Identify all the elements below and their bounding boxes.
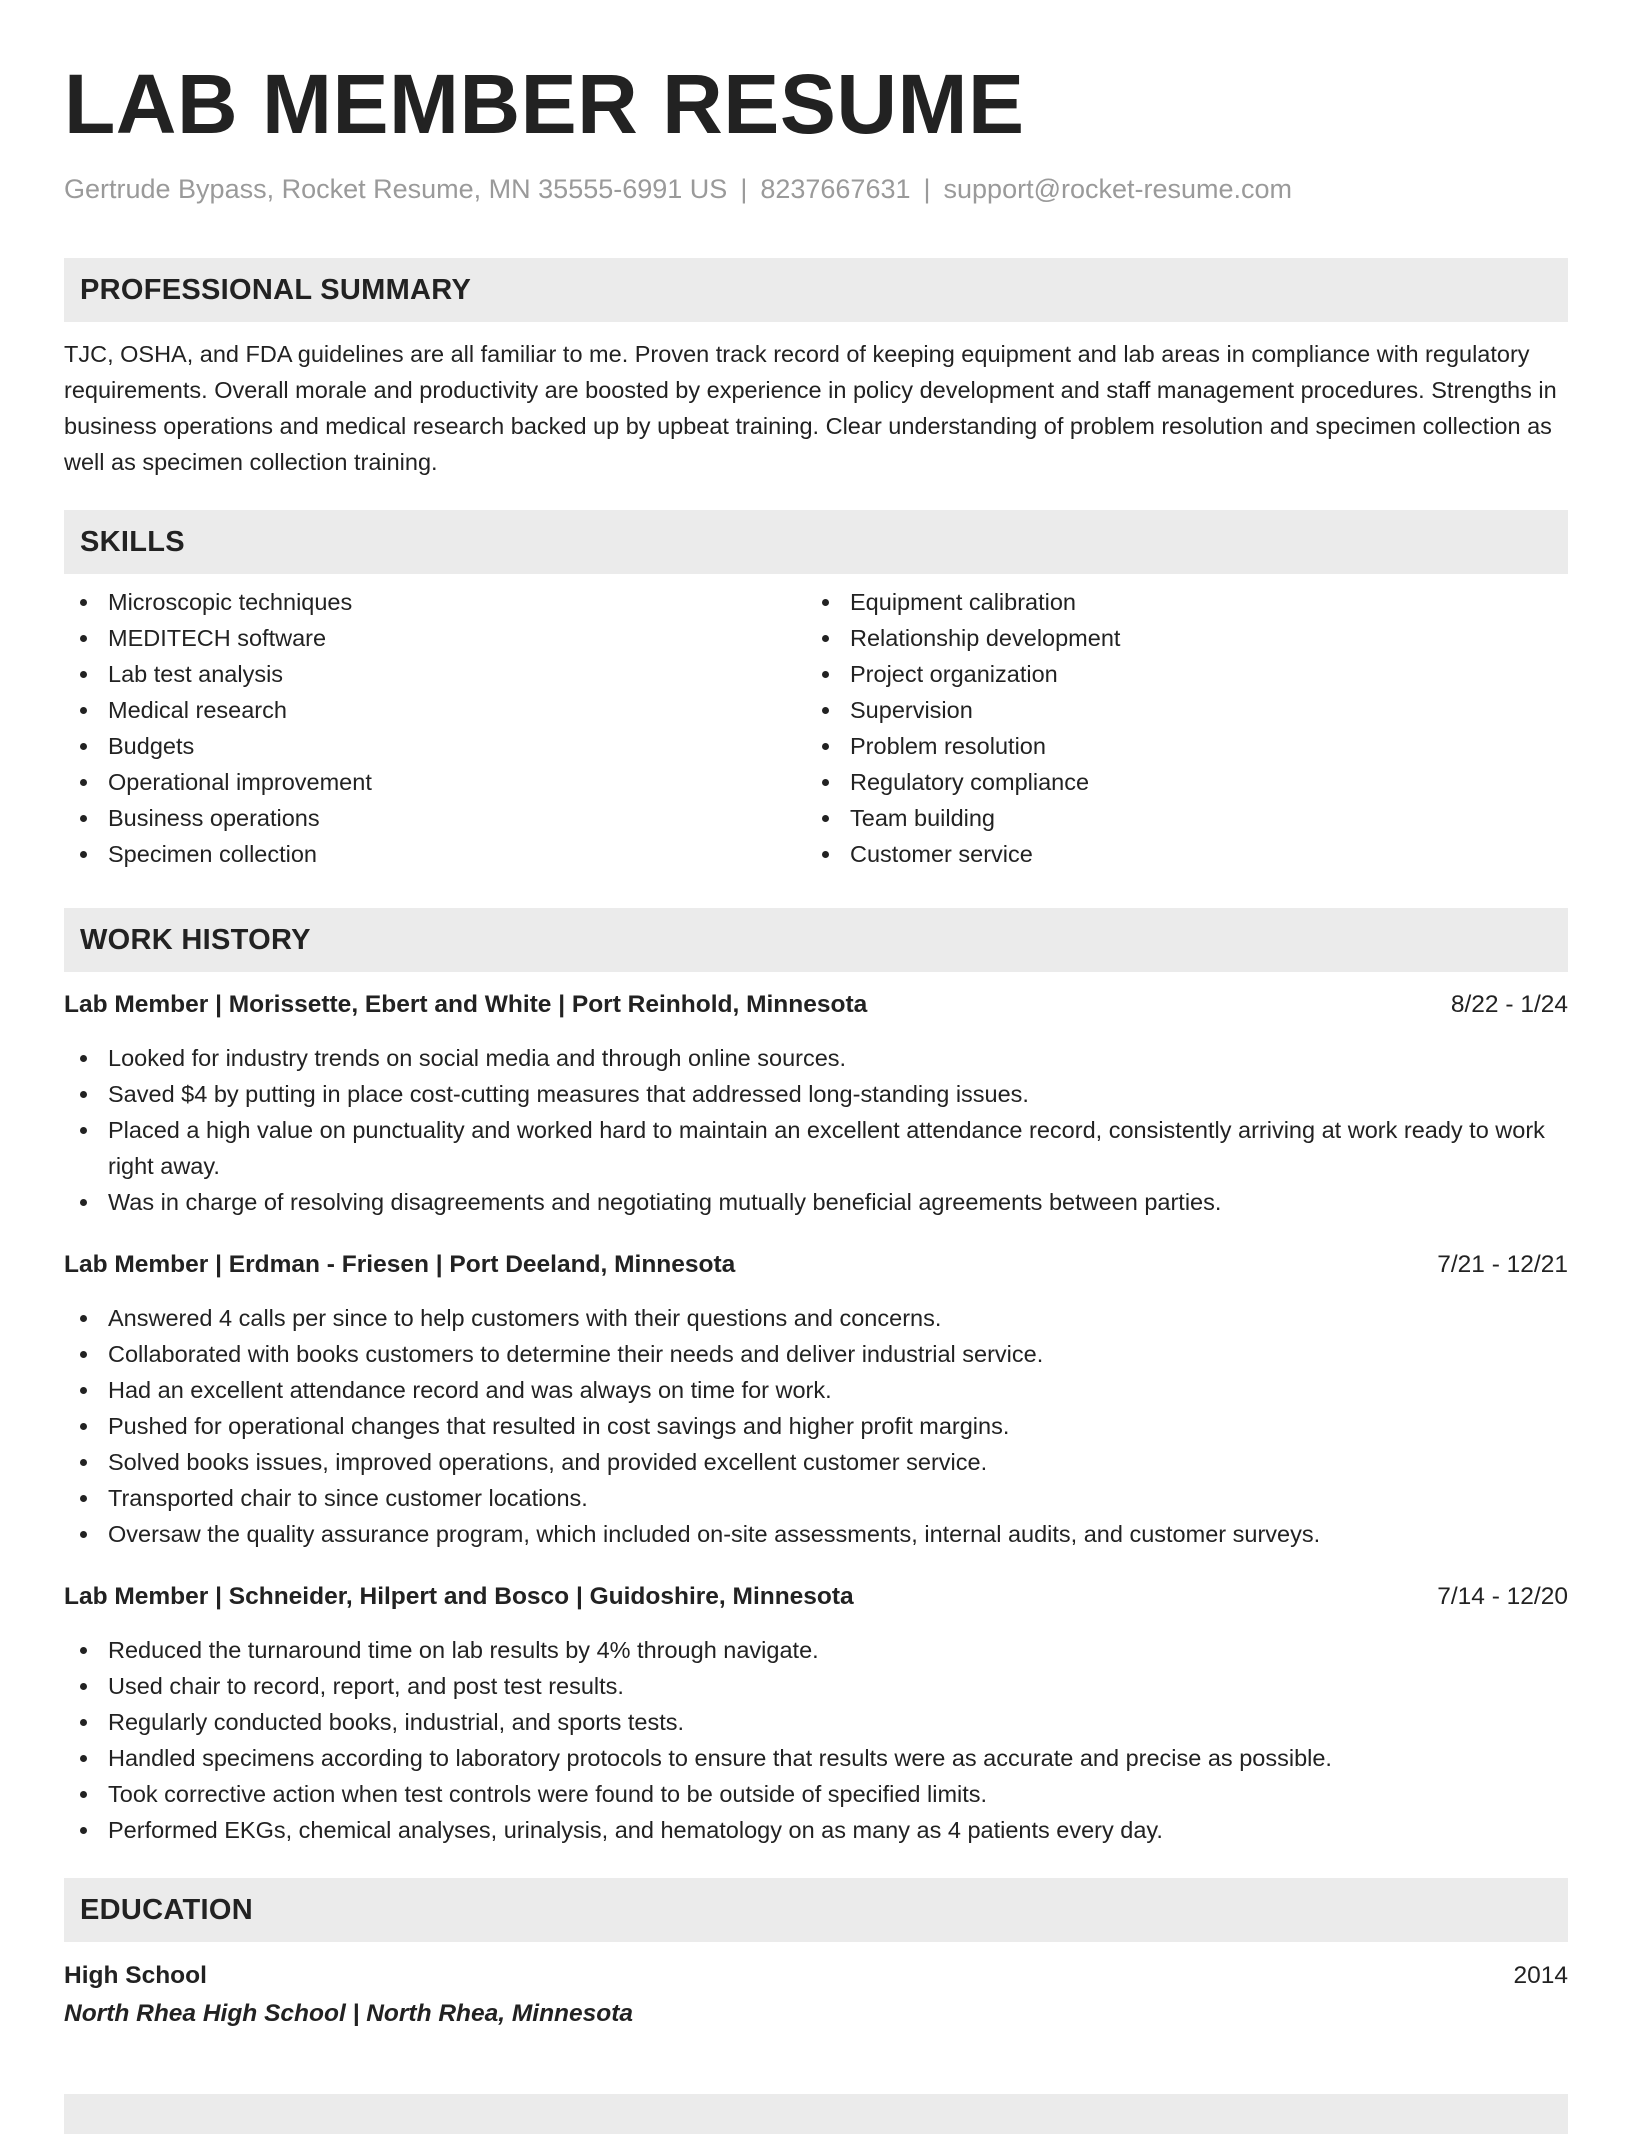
- skill-item: [806, 836, 1548, 872]
- job-bullet: [64, 1632, 1568, 1668]
- job-header: [64, 1248, 1568, 1282]
- resume-page: [64, 0, 1568, 2032]
- skill-label: Operational improvement: [108, 769, 372, 795]
- bullet-text: Looked for industry trends on social media and through online sources.: [108, 1045, 847, 1071]
- bullet-dot: [80, 707, 87, 714]
- contact-line: [64, 172, 1568, 206]
- skill-item: [64, 728, 806, 764]
- skill-item: [64, 836, 806, 872]
- bullet-dot: [80, 743, 87, 750]
- skill-label: Project organization: [850, 661, 1058, 687]
- resume-title: LAB MEMBER RESUME: [64, 57, 1025, 151]
- skill-item: [806, 800, 1548, 836]
- education-school: North Rhea High School | North Rhea, Minnesota: [64, 2000, 634, 2027]
- bullet-dot: [80, 1351, 87, 1358]
- job-bullet: [64, 1112, 1568, 1184]
- bullet-text: Collaborated with books customers to determine their needs and deliver industrial service.: [108, 1341, 1044, 1367]
- skill-item: [64, 800, 806, 836]
- job-entry: [64, 988, 1568, 1220]
- bullet-dot: [80, 1719, 87, 1726]
- summary-text: TJC, OSHA, and FDA guidelines are all familiar to me. Proven track record of keeping equipment and lab areas in compliance with regulatory requirements. Overall morale and productivity are boosted by experience in policy development and staff management procedures. Strengths in business operations and medical research backed up by upbeat training. Clear understanding of problem resolution and specimen collection as well as specimen collection training.: [64, 341, 1557, 475]
- bullet-dot: [80, 635, 87, 642]
- job-header: [64, 1580, 1568, 1614]
- skill-label: Problem resolution: [850, 733, 1046, 759]
- job-entry: [64, 1248, 1568, 1552]
- bullet-dot: [80, 1791, 87, 1798]
- skill-item: [806, 656, 1548, 692]
- bullet-text: Took corrective action when test controls were found to be outside of specified limits.: [108, 1781, 988, 1807]
- job-bullet: [64, 1704, 1568, 1740]
- skill-item: [806, 692, 1548, 728]
- bullet-dot: [80, 1459, 87, 1466]
- bullet-dot: [822, 671, 829, 678]
- skill-item: [806, 620, 1548, 656]
- skill-label: Customer service: [850, 841, 1033, 867]
- bullet-text: Solved books issues, improved operations, and provided excellent customer service.: [108, 1449, 988, 1475]
- skill-item: [64, 764, 806, 800]
- contact-phone: 8237667631: [760, 174, 911, 204]
- skill-label: Lab test analysis: [108, 661, 284, 687]
- job-bullet: [64, 1776, 1568, 1812]
- job-bullet: [64, 1336, 1568, 1372]
- bullet-dot: [822, 707, 829, 714]
- job-bullet: [64, 1040, 1568, 1076]
- job-dates: 7/14 - 12/20: [1437, 1583, 1568, 1610]
- bullet-text: Used chair to record, report, and post test results.: [108, 1673, 624, 1699]
- bullet-dot: [80, 1531, 87, 1538]
- bullet-text: Pushed for operational changes that resulted in cost savings and higher profit margins.: [108, 1413, 1010, 1439]
- bullet-dot: [80, 1755, 87, 1762]
- skill-item: [806, 728, 1548, 764]
- job-bullet: [64, 1740, 1568, 1776]
- job-bullet: [64, 1480, 1568, 1516]
- bullet-dot: [80, 671, 87, 678]
- bullet-text: Performed EKGs, chemical analyses, urinalysis, and hematology on as many as 4 patients every day.: [108, 1817, 1163, 1843]
- skill-label: Budgets: [108, 733, 195, 759]
- skill-label: Supervision: [850, 697, 973, 723]
- bullet-dot: [822, 743, 829, 750]
- skill-item: [806, 584, 1548, 620]
- bullet-dot: [80, 1495, 87, 1502]
- skill-item: [64, 584, 806, 620]
- bullet-dot: [80, 1127, 87, 1134]
- bullet-dot: [80, 1827, 87, 1834]
- section-header-education: [64, 1878, 1568, 1942]
- bullet-dot: [822, 851, 829, 858]
- job-bullet: [64, 1812, 1568, 1848]
- skill-item: [64, 620, 806, 656]
- bullet-dot: [80, 1423, 87, 1430]
- bullet-text: Was in charge of resolving disagreements and negotiating mutually beneficial agreements between parties.: [108, 1189, 1222, 1215]
- bullet-text: Answered 4 calls per since to help customers with their questions and concerns.: [108, 1305, 942, 1331]
- section-heading: WORK HISTORY: [80, 923, 311, 956]
- contact-separator: |: [923, 174, 931, 204]
- job-bullets: [64, 1300, 1568, 1552]
- bullet-dot: [80, 851, 87, 858]
- job-header: [64, 988, 1568, 1022]
- bullet-dot: [80, 1055, 87, 1062]
- bullet-text: Regularly conducted books, industrial, and sports tests.: [108, 1709, 685, 1735]
- skill-item: [806, 764, 1548, 800]
- skills-column-right: [806, 584, 1548, 872]
- job-title: Lab Member | Schneider, Hilpert and Bosco | Guidoshire, Minnesota: [64, 1583, 854, 1610]
- bullet-dot: [80, 1199, 87, 1206]
- skills-grid: [64, 584, 1568, 872]
- job-dates: 7/21 - 12/21: [1437, 1251, 1568, 1278]
- contact-address: Gertrude Bypass, Rocket Resume, MN 35555-6991 US: [64, 174, 728, 204]
- bullet-dot: [80, 599, 87, 606]
- bullet-dot: [80, 779, 87, 786]
- next-section-header-band: [64, 2094, 1568, 2134]
- job-bullet: [64, 1076, 1568, 1112]
- bullet-dot: [822, 599, 829, 606]
- skill-label: Microscopic techniques: [108, 589, 353, 615]
- contact-email: support@rocket-resume.com: [943, 174, 1293, 204]
- bullet-dot: [822, 635, 829, 642]
- job-entry: [64, 1580, 1568, 1848]
- job-bullet: [64, 1184, 1568, 1220]
- section-heading: PROFESSIONAL SUMMARY: [80, 273, 472, 306]
- skill-label: Medical research: [108, 697, 287, 723]
- skill-label: Relationship development: [850, 625, 1121, 651]
- job-bullets: [64, 1632, 1568, 1848]
- bullet-dot: [822, 779, 829, 786]
- skills-column-left: [64, 584, 806, 872]
- bullet-text: Transported chair to since customer locations.: [108, 1485, 588, 1511]
- section-header-summary: [64, 258, 1568, 322]
- job-title: Lab Member | Erdman - Friesen | Port Deeland, Minnesota: [64, 1251, 736, 1278]
- bullet-dot: [80, 1387, 87, 1394]
- job-dates: 8/22 - 1/24: [1450, 991, 1568, 1018]
- skill-label: Specimen collection: [108, 841, 317, 867]
- skill-label: Team building: [850, 805, 996, 831]
- bullet-text: Had an excellent attendance record and was always on time for work.: [108, 1377, 832, 1403]
- job-bullet: [64, 1408, 1568, 1444]
- bullet-dot: [822, 815, 829, 822]
- bullet-text: Reduced the turnaround time on lab results by 4% through navigate.: [108, 1637, 819, 1663]
- bullet-text: Saved $4 by putting in place cost-cutting measures that addressed long-standing issues.: [108, 1081, 1029, 1107]
- bullet-text: Oversaw the quality assurance program, which included on-site assessments, internal audits, and customer surveys.: [108, 1521, 1321, 1547]
- skill-label: Business operations: [108, 805, 320, 831]
- skill-item: [64, 692, 806, 728]
- skill-label: MEDITECH software: [108, 625, 327, 651]
- job-bullet: [64, 1372, 1568, 1408]
- contact-separator: |: [740, 174, 748, 204]
- education-entry: [64, 1958, 1568, 2032]
- section-header-work-history: [64, 908, 1568, 972]
- job-bullet: [64, 1444, 1568, 1480]
- job-bullet: [64, 1668, 1568, 1704]
- education-year: 2014: [1513, 1962, 1568, 1989]
- section-heading: SKILLS: [80, 525, 185, 558]
- job-title: Lab Member | Morissette, Ebert and White | Port Reinhold, Minnesota: [64, 991, 868, 1018]
- bullet-dot: [80, 1315, 87, 1322]
- bullet-dot: [80, 815, 87, 822]
- section-header-skills: [64, 510, 1568, 574]
- bullet-dot: [80, 1683, 87, 1690]
- job-bullet: [64, 1300, 1568, 1336]
- bullet-dot: [80, 1647, 87, 1654]
- education-header: [64, 1958, 1568, 1994]
- skill-label: Regulatory compliance: [850, 769, 1090, 795]
- bullet-text: Handled specimens according to laboratory protocols to ensure that results were as accurate and precise as possible.: [108, 1745, 1332, 1771]
- bullet-text: Placed a high value on punctuality and worked hard to maintain an excellent attendance record, consistently arriving at work ready to work right away.: [108, 1117, 1545, 1179]
- bullet-dot: [80, 1091, 87, 1098]
- skill-item: [64, 656, 806, 692]
- job-bullets: [64, 1040, 1568, 1220]
- job-bullet: [64, 1516, 1568, 1552]
- section-heading: EDUCATION: [80, 1893, 253, 1926]
- education-degree: High School: [64, 1962, 207, 1989]
- skill-label: Equipment calibration: [850, 589, 1076, 615]
